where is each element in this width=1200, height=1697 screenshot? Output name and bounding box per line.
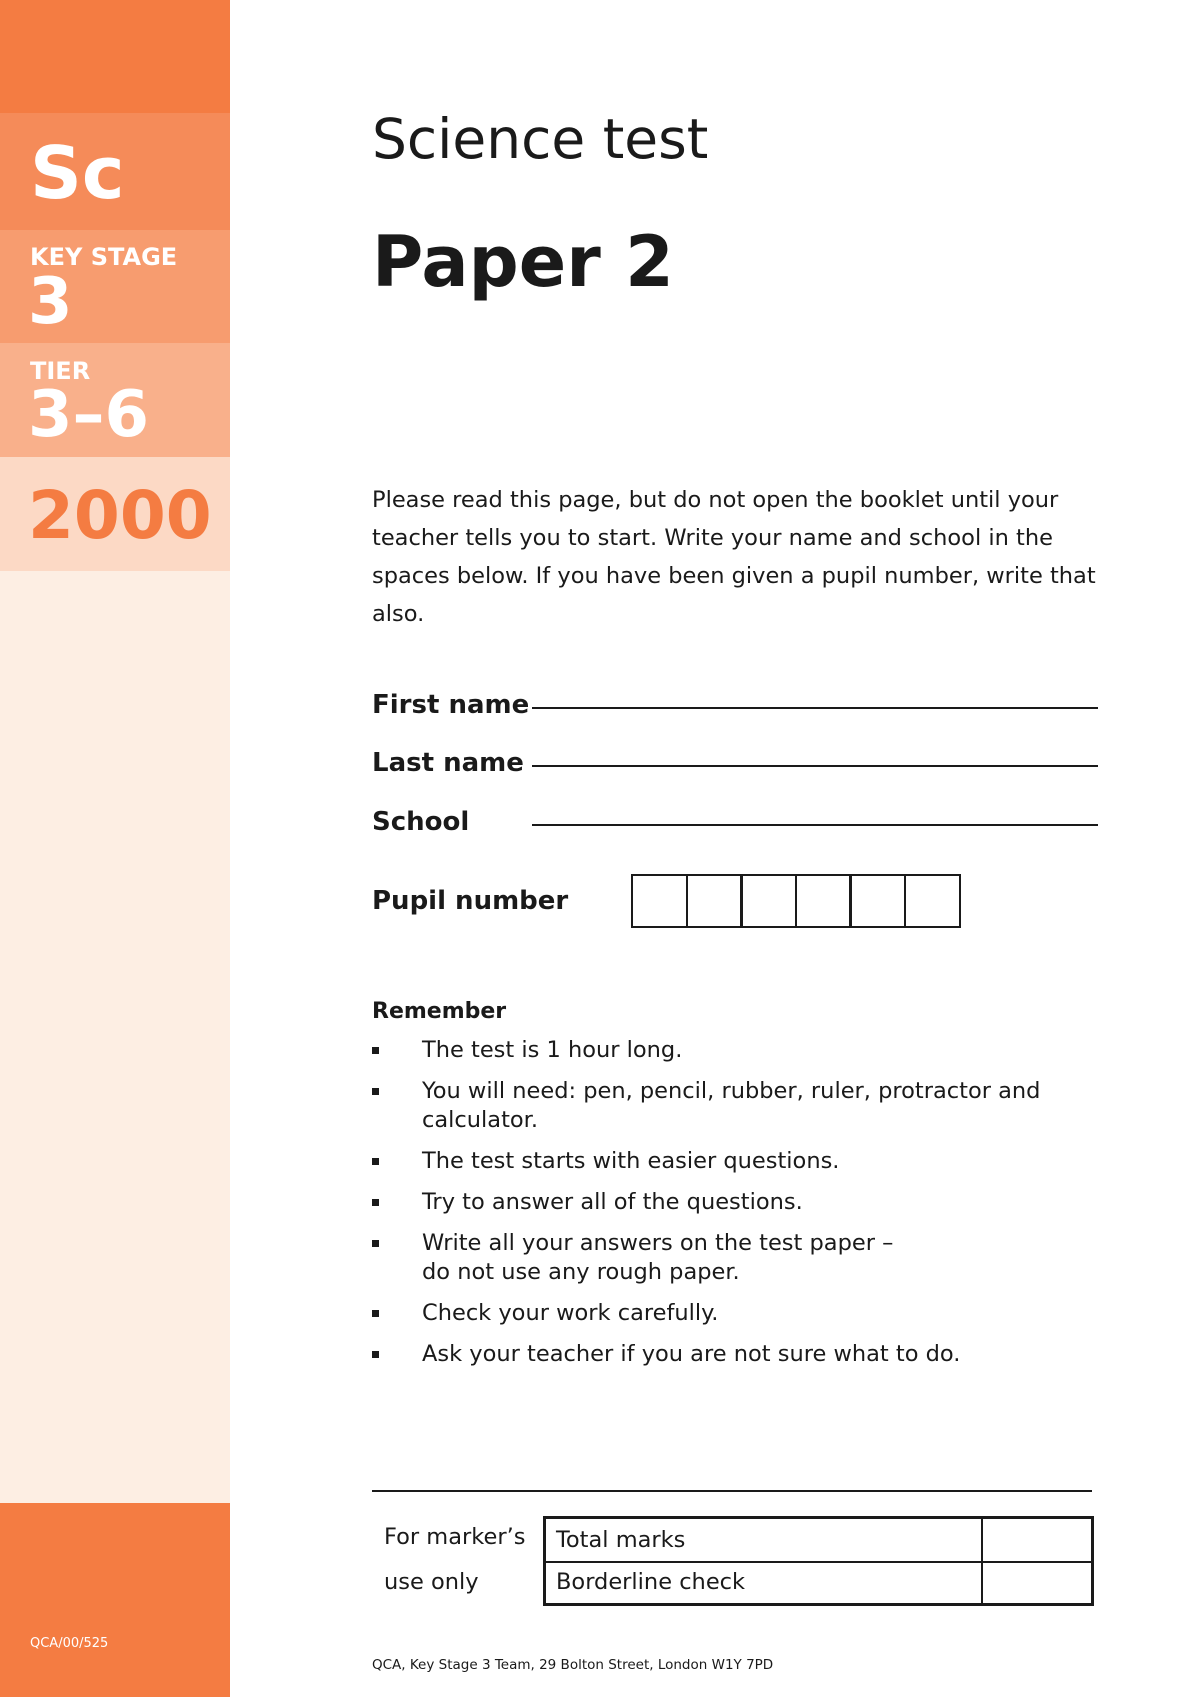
bullet-icon (372, 1158, 379, 1165)
list-item-text: Ask your teacher if you are not sure what to do. (422, 1341, 961, 1367)
pupil-number-box[interactable] (795, 874, 852, 928)
pupil-number-boxes (631, 874, 961, 928)
pupil-number-box[interactable] (904, 874, 961, 928)
list-item-text: The test is 1 hour long. (422, 1037, 683, 1063)
bullet-icon (372, 1240, 379, 1247)
marker-table (543, 1516, 1094, 1606)
list-item (372, 1077, 1092, 1135)
footer-address: QCA, Key Stage 3 Team, 29 Bolton Street, London W1Y 7PD (372, 1657, 774, 1673)
bullet-icon (372, 1199, 379, 1206)
subject-code: Sc (30, 131, 125, 215)
tier-range: 3–6 (28, 378, 150, 452)
borderline-check-label: Borderline check (556, 1569, 746, 1595)
last-name-label: Last name (372, 748, 524, 778)
list-item (372, 1147, 1092, 1176)
list-item-text: Write all your answers on the test paper – (422, 1230, 894, 1256)
paper-title: Paper 2 (372, 221, 674, 303)
sidebar-bottom-band (0, 1503, 230, 1697)
list-item-text: Check your work carefully. (422, 1300, 719, 1326)
pupil-number-box[interactable] (631, 874, 688, 928)
borderline-check-box[interactable] (981, 1561, 1091, 1603)
school-label: School (372, 807, 470, 837)
key-stage-label: KEY STAGE (30, 243, 178, 271)
first-name-label: First name (372, 690, 530, 720)
key-stage-number: 3 (28, 265, 73, 339)
sidebar-top-band (0, 0, 230, 113)
pupil-number-label: Pupil number (372, 886, 569, 916)
instructions-paragraph: Please read this page, but do not open the booklet until your teacher tells you to start. Write your name and school in the spaces below. If you have been given a pupil number, write that also. (372, 487, 1096, 627)
year: 2000 (28, 477, 212, 554)
marker-label-line1: For marker’s (384, 1524, 526, 1550)
list-item-text: Try to answer all of the questions. (422, 1189, 803, 1215)
last-name-field[interactable] (532, 765, 1098, 767)
school-field[interactable] (532, 824, 1098, 826)
pupil-number-box[interactable] (740, 874, 797, 928)
first-name-field[interactable] (532, 707, 1098, 709)
list-item (372, 1188, 1092, 1217)
bullet-icon (372, 1088, 379, 1095)
list-item (372, 1229, 1092, 1287)
sidebar (0, 0, 230, 1697)
list-item (372, 1340, 1092, 1369)
page-title: Science test (372, 107, 709, 171)
list-item-text-continued: calculator. (422, 1107, 539, 1133)
tier-label: TIER (30, 357, 91, 385)
remember-list (372, 1036, 1092, 1381)
list-item (372, 1299, 1092, 1328)
remember-heading: Remember (372, 999, 507, 1024)
bullet-icon (372, 1351, 379, 1358)
list-item-text-continued: do not use any rough paper. (422, 1259, 740, 1285)
total-marks-row (546, 1519, 1091, 1563)
marker-divider (372, 1490, 1092, 1492)
marker-label-line2: use only (384, 1569, 479, 1595)
document-code: QCA/00/525 (30, 1636, 109, 1651)
list-item (372, 1036, 1092, 1065)
bullet-icon (372, 1310, 379, 1317)
pupil-number-box[interactable] (686, 874, 743, 928)
total-marks-box[interactable] (981, 1519, 1091, 1561)
list-item-text: You will need: pen, pencil, rubber, ruler, protractor and (422, 1078, 1041, 1104)
total-marks-label: Total marks (556, 1527, 686, 1553)
pupil-number-box[interactable] (849, 874, 906, 928)
list-item-text: The test starts with easier questions. (422, 1148, 840, 1174)
bullet-icon (372, 1047, 379, 1054)
borderline-check-row (546, 1561, 1091, 1603)
